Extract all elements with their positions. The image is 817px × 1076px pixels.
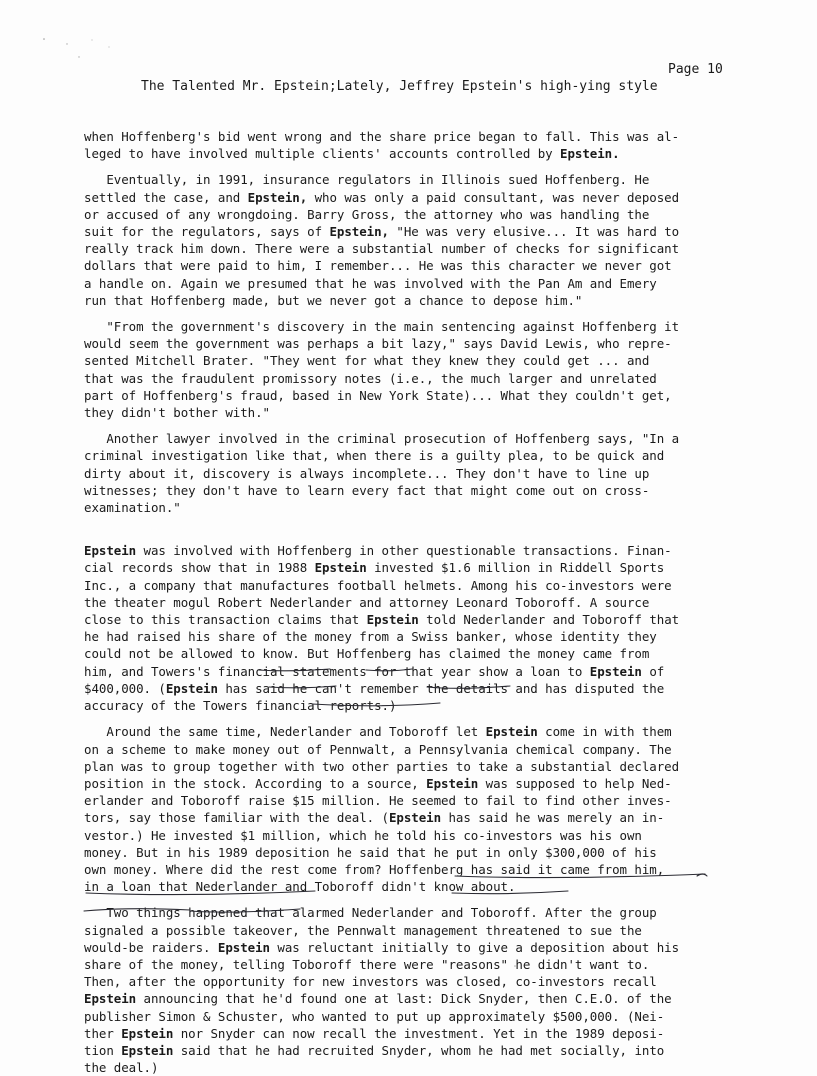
text-line bbox=[84, 697, 732, 714]
paragraph-7 bbox=[84, 904, 732, 1076]
text-run: tion bbox=[84, 1042, 122, 1058]
bold-name: Epstein bbox=[84, 543, 137, 559]
text-line bbox=[84, 611, 732, 628]
text-run: when Hoffenberg's bid went wrong and the share price began to fall. This was al- bbox=[84, 129, 680, 144]
text-line bbox=[84, 1059, 732, 1076]
text-run: nor Snyder can now recall the investment. Yet in the 1989 deposi- bbox=[173, 1025, 665, 1041]
text-run: Around the same time, Nederlander and Toboroff let bbox=[84, 724, 486, 740]
text-run: accuracy of the Towers financial reports.) bbox=[84, 698, 397, 714]
text-run: was involved with Hoffenberg in other questionable transactions. Finan- bbox=[136, 543, 672, 559]
bold-name: Epstein, bbox=[329, 224, 389, 240]
text-line bbox=[84, 1042, 732, 1059]
text-run: was reluctant initially to give a deposition about his bbox=[269, 939, 680, 955]
text-run: signaled a possible takeover, the Pennwalt management threatened to sue the bbox=[84, 922, 642, 938]
text-line bbox=[84, 223, 732, 240]
bold-name: Epstein bbox=[388, 810, 442, 826]
text-run: Inc., a company that manufactures football helmets. Among his co-investors were bbox=[84, 577, 672, 593]
text-run: Two things happened that alarmed Nederlander and Toboroff. After the group bbox=[84, 905, 657, 921]
text-run: dollars that were paid to him, I remember... He was this character we never got bbox=[84, 258, 672, 274]
text-run: vestor.) He invested $1 million, which he told his co-investors was his own bbox=[84, 827, 642, 843]
text-line bbox=[84, 663, 732, 680]
bold-name: Epstein, bbox=[247, 189, 308, 205]
bold-name: Epstein. bbox=[560, 146, 620, 162]
bold-name: Epstein bbox=[121, 1042, 174, 1058]
paragraph-3 bbox=[84, 318, 732, 421]
text-run: told Nederlander and Toboroff that bbox=[418, 612, 680, 628]
text-line bbox=[84, 1008, 732, 1025]
text-run: publisher Simon & Schuster, who wanted to put up approximately $500,000. (Nei- bbox=[84, 1008, 665, 1024]
paragraph-gap bbox=[84, 516, 732, 542]
text-run: Then, after the opportunity for new investors was closed, co-investors recall bbox=[84, 974, 657, 990]
bold-name: Epstein bbox=[165, 680, 218, 696]
text-line bbox=[84, 240, 732, 257]
text-run: announcing that he'd found one at last: Dick Snyder, then C.E.O. of the bbox=[136, 991, 672, 1007]
text-run: Eventually, in 1991, insurance regulators in Illinois sued Hoffenberg. He bbox=[84, 172, 650, 188]
paragraph-6 bbox=[84, 723, 732, 895]
text-line bbox=[84, 499, 732, 516]
text-line bbox=[84, 809, 732, 826]
text-run: that was the fraudulent promissory notes (i.e., the much larger and unrelated bbox=[84, 370, 657, 386]
text-line bbox=[84, 827, 732, 844]
text-run: invested $1.6 million in Riddell Sports bbox=[366, 560, 665, 576]
bold-name: Epstein bbox=[217, 939, 270, 955]
text-run: plan was to group together with two other parties to take a substantial declared bbox=[84, 758, 680, 774]
text-line bbox=[84, 741, 732, 758]
text-line bbox=[84, 594, 732, 611]
paragraph-gap bbox=[84, 895, 732, 904]
text-run: sented Mitchell Brater. "They went for what they knew they could get ... and bbox=[84, 353, 650, 369]
text-run: close to this transaction claims that bbox=[84, 612, 367, 628]
text-run: "He was very elusive... It was hard to bbox=[388, 224, 680, 240]
text-run: of bbox=[641, 663, 665, 679]
text-run: position in the stock. According to a source, bbox=[84, 775, 427, 791]
text-line bbox=[84, 956, 732, 973]
text-run: suit for the regulators, says of bbox=[84, 224, 330, 240]
text-run: "From the government's discovery in the main sentencing against Hoffenberg it bbox=[84, 319, 680, 335]
text-line bbox=[84, 447, 732, 464]
text-line bbox=[84, 878, 732, 895]
bold-name: Epstein bbox=[485, 724, 538, 740]
text-run: he had raised his share of the money from a Swiss banker, whose identity they bbox=[84, 629, 657, 645]
text-line bbox=[84, 577, 732, 594]
text-run: would-be raiders. bbox=[84, 939, 218, 955]
text-run: money. But in his 1989 deposition he said that he put in only $300,000 of his bbox=[84, 844, 657, 860]
text-line bbox=[84, 404, 732, 421]
text-run: part of Hoffenberg's fraud, based in New York State)... What they couldn't get, bbox=[84, 387, 672, 403]
paragraph-4 bbox=[84, 430, 732, 516]
paragraph-5 bbox=[84, 542, 732, 714]
text-line bbox=[84, 904, 732, 921]
text-run: him, and Towers's financial statements for that year show a loan to bbox=[84, 663, 590, 679]
text-run: ther bbox=[84, 1025, 122, 1041]
text-line bbox=[84, 758, 732, 775]
text-line bbox=[84, 318, 732, 335]
bold-name: Epstein bbox=[366, 612, 419, 628]
bold-name: Epstein bbox=[426, 775, 479, 791]
text-line bbox=[84, 275, 732, 292]
text-run: own money. Where did the rest come from? Hoffenberg has said it came from him, bbox=[84, 861, 665, 877]
text-line bbox=[84, 465, 732, 482]
text-line bbox=[84, 189, 732, 206]
text-run: dirty about it, discovery is always incomplete... They don't have to line up bbox=[84, 465, 650, 481]
text-line bbox=[84, 335, 732, 352]
text-run: erlander and Toboroff raise $15 million. He seemed to fail to find other inves- bbox=[84, 793, 672, 809]
paragraph-gap bbox=[84, 421, 732, 430]
paragraph-gap bbox=[84, 309, 732, 318]
text-line bbox=[84, 370, 732, 387]
text-run: share of the money, telling Toboroff there were "reasons" he didn't want to. bbox=[84, 956, 650, 972]
text-run: run that Hoffenberg made, but we never got a chance to depose him." bbox=[84, 292, 583, 308]
bold-name: Epstein bbox=[121, 1025, 174, 1041]
paragraph-1 bbox=[84, 128, 732, 162]
text-run: cial records show that in 1988 bbox=[84, 560, 315, 576]
text-run: on a scheme to make money out of Pennwalt, a Pennsylvania chemical company. The bbox=[84, 741, 672, 757]
bold-name: Epstein bbox=[84, 991, 137, 1007]
text-run: could not be allowed to know. But Hoffenberg has claimed the money came from bbox=[84, 646, 650, 662]
bold-name: Epstein bbox=[314, 560, 367, 576]
text-line bbox=[84, 171, 732, 188]
text-run: really track him down. There were a substantial number of checks for significant bbox=[84, 241, 680, 257]
text-line bbox=[84, 775, 732, 792]
text-line bbox=[84, 939, 732, 956]
paragraph-2 bbox=[84, 171, 732, 309]
running-header: The Talented Mr. Epstein;Lately, Jeffrey Epstein's high-ying style bbox=[141, 79, 658, 94]
page-number: Page 10 bbox=[668, 62, 723, 77]
article-body bbox=[84, 128, 732, 1076]
text-run: witnesses; they don't have to learn every fact that might come out on cross- bbox=[84, 482, 650, 498]
text-line bbox=[84, 844, 732, 861]
text-line bbox=[84, 128, 732, 145]
text-run: the deal.) bbox=[84, 1060, 159, 1076]
text-run: was supposed to help Ned- bbox=[478, 775, 672, 791]
text-run: in a loan that Nederlander and Toboroff didn't know about. bbox=[84, 879, 516, 895]
text-run: or accused of any wrongdoing. Barry Gross, the attorney who was handling the bbox=[84, 206, 650, 222]
text-line bbox=[84, 861, 732, 878]
text-line bbox=[84, 387, 732, 404]
text-line bbox=[84, 680, 732, 697]
text-line bbox=[84, 292, 732, 309]
text-run: would seem the government was perhaps a bit lazy," says David Lewis, who repre- bbox=[84, 336, 672, 352]
text-run: examination." bbox=[84, 500, 181, 516]
text-line bbox=[84, 1025, 732, 1042]
text-run: Another lawyer involved in the criminal prosecution of Hoffenberg says, "In a bbox=[84, 431, 680, 447]
text-line bbox=[84, 482, 732, 499]
bold-name: Epstein bbox=[589, 663, 642, 679]
text-run: has said he can't remember the details and has disputed the bbox=[217, 680, 665, 696]
text-run: the theater mogul Robert Nederlander and attorney Leonard Toboroff. A source bbox=[84, 594, 650, 610]
text-run: settled the case, and bbox=[84, 189, 248, 205]
text-line bbox=[84, 430, 732, 447]
paragraph-gap bbox=[84, 714, 732, 723]
text-run: who was only a paid consultant, was never deposed bbox=[307, 189, 680, 205]
text-line bbox=[84, 922, 732, 939]
text-run: has said he was merely an in- bbox=[441, 810, 665, 826]
text-run: $400,000. ( bbox=[84, 680, 166, 696]
text-line bbox=[84, 628, 732, 645]
text-line bbox=[84, 206, 732, 223]
text-line bbox=[84, 352, 732, 369]
text-line bbox=[84, 645, 732, 662]
text-line bbox=[84, 542, 732, 559]
text-run: leged to have involved multiple clients' accounts controlled by bbox=[84, 146, 561, 162]
text-line bbox=[84, 559, 732, 576]
paragraph-gap bbox=[84, 162, 732, 171]
text-run: criminal investigation like that, when there is a guilty plea, to be quick and bbox=[84, 448, 665, 464]
text-line bbox=[84, 723, 732, 740]
text-run: they didn't bother with." bbox=[84, 405, 270, 421]
text-run: tors, say those familiar with the deal. ( bbox=[84, 810, 389, 826]
text-line bbox=[84, 973, 732, 990]
text-run: come in with them bbox=[537, 724, 672, 740]
text-line bbox=[84, 792, 732, 809]
text-line bbox=[84, 145, 732, 162]
text-run: said that he had recruited Snyder, whom he had met socially, into bbox=[173, 1042, 665, 1058]
text-line bbox=[84, 990, 732, 1007]
text-line bbox=[84, 257, 732, 274]
text-run: a handle on. Again we presumed that he was involved with the Pan Am and Emery bbox=[84, 275, 657, 291]
